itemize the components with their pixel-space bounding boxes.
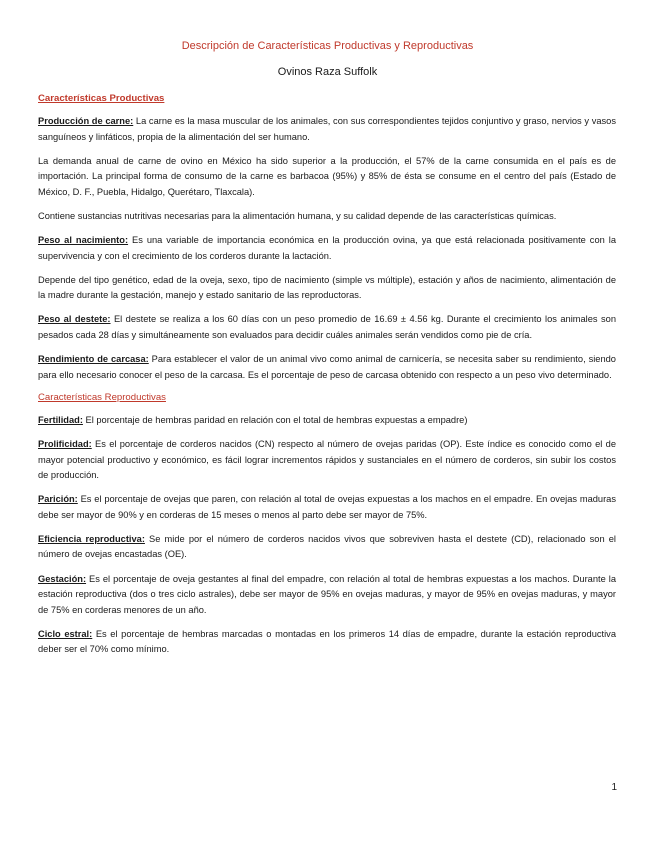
term-fertilidad: Fertilidad: bbox=[38, 414, 83, 425]
section-heading-productive: Características Productivas bbox=[38, 93, 165, 104]
term-peso-nacimiento: Peso al nacimiento: bbox=[38, 235, 129, 246]
paragraph-produccion-carne bbox=[38, 114, 616, 145]
section-heading-reproductive: Características Reproductivas bbox=[38, 391, 166, 403]
document-body bbox=[38, 93, 616, 667]
term-ciclo-estral: Ciclo estral: bbox=[38, 628, 93, 639]
text-gestacion: Es el porcentaje de oveja gestantes al final del empadre, con relación al total de hembras expuestas a los machos. Durante la estación reproductiva (dos o tres ciclo astrales), debe ser mayor de 95% en ovejas maduras, y mayor de 95% en ovejas maduras, y mayor de 75% en corderas menores de un año. bbox=[38, 573, 616, 615]
paragraph-prolificidad bbox=[38, 437, 616, 484]
text-peso-nacimiento: Es una variable de importancia económica en la producción ovina, ya que está relacionada positivamente con la supervivencia y con el crecimiento de los corderos durante la lactación. bbox=[38, 235, 616, 261]
text-produccion-carne: La carne es la masa muscular de los animales, con sus correspondientes tejidos conjuntivo y graso, nervios y vasos sanguíneos y linfáticos, propia de la alimentación del ser humano. bbox=[38, 116, 616, 142]
paragraph-ciclo-estral bbox=[38, 627, 616, 658]
paragraph-peso-destete bbox=[38, 312, 616, 343]
text-rendimiento-carcasa: Para establecer el valor de un animal vivo como animal de carnicería, se necesita saber su rendimiento, siendo para ello necesario conocer el peso de la carcasa. Es el porcentaje de peso de carcasa obtenido con respecto a un peso vivo determinado. bbox=[38, 354, 616, 380]
term-rendimiento-carcasa: Rendimiento de carcasa: bbox=[38, 354, 149, 365]
term-prolificidad: Prolificidad: bbox=[38, 438, 92, 449]
paragraph-peso-nacimiento bbox=[38, 233, 616, 264]
text-paricion: Es el porcentaje de ovejas que paren, con relación al total de ovejas expuestas a los machos en el empadre. En ovejas maduras debe ser mayor de 90% y en corderas de 15 meses o menos al parto debe ser mayor de 75%. bbox=[38, 494, 616, 520]
text-prolificidad: Es el porcentaje de corderos nacidos (CN) respecto al número de ovejas paridas (OP). Este índice es conocido como el de mayor potencial productivo y económico, es fácil lograr incrementos rápidos y sustanciales en el número de corderos, sin subir los costos de producción. bbox=[38, 438, 616, 481]
text-fertilidad: El porcentaje de hembras paridad en relación con el total de hembras expuestas a empadre) bbox=[82, 414, 468, 425]
text-eficiencia: Se mide por el número de corderos nacidos vivos que sobreviven hasta el destete (CD), relacionado son el número de ovejas encastadas (OE). bbox=[38, 533, 616, 560]
paragraph-paricion bbox=[38, 492, 616, 523]
term-peso-destete: Peso al destete: bbox=[38, 314, 111, 325]
paragraph-fertilidad bbox=[38, 413, 616, 429]
paragraph-gestacion bbox=[38, 572, 616, 619]
page-number: 1 bbox=[611, 782, 617, 793]
text-ciclo-estral: Es el porcentaje de hembras marcadas o montadas en los primeros 14 días de empadre, durante la estación reproductiva deber ser el 70% como mínimo. bbox=[38, 628, 616, 655]
term-produccion-carne: Producción de carne: bbox=[38, 116, 134, 126]
paragraph-rendimiento-carcasa bbox=[38, 352, 616, 383]
document-subtitle: Ovinos Raza Suffolk bbox=[277, 66, 378, 78]
text-peso-destete: El destete se realiza a los 60 días con un peso promedio de 16.69 ± 4.56 kg. Durante el crecimiento los animales son pesados cada 28 días y simultáneamente son evaluados para decidir cuáles animales serán vendidos como pie de cría. bbox=[38, 314, 616, 341]
paragraph-demanda: La demanda anual de carne de ovino en México ha sido superior a la producción, el 57% de la carne consumida en el país es de importación. La principal forma de consumo de la carne es barbacoa (95%) y 85% de ésta se consume en el centro del país (Estado de México, D. F., Puebla, Hidalgo, Querétaro, Tlaxcala). bbox=[38, 155, 616, 197]
term-eficiencia: Eficiencia reproductiva: bbox=[38, 533, 145, 544]
paragraph-depende: Depende del tipo genético, edad de la oveja, sexo, tipo de nacimiento (simple vs múltiple), estación y años de nacimiento, alimentación de la madre durante la gestación, manejo y estado sanitario de las reproductoras. bbox=[38, 274, 616, 301]
term-gestacion: Gestación: bbox=[38, 573, 87, 584]
paragraph-sustancias: Contiene sustancias nutritivas necesarias para la alimentación humana, y su calidad depende de las características químicas. bbox=[38, 210, 557, 221]
document-title: Descripción de Características Productivas y Reproductivas bbox=[181, 40, 474, 52]
paragraph-eficiencia bbox=[38, 532, 616, 563]
term-paricion: Parición: bbox=[38, 494, 78, 505]
